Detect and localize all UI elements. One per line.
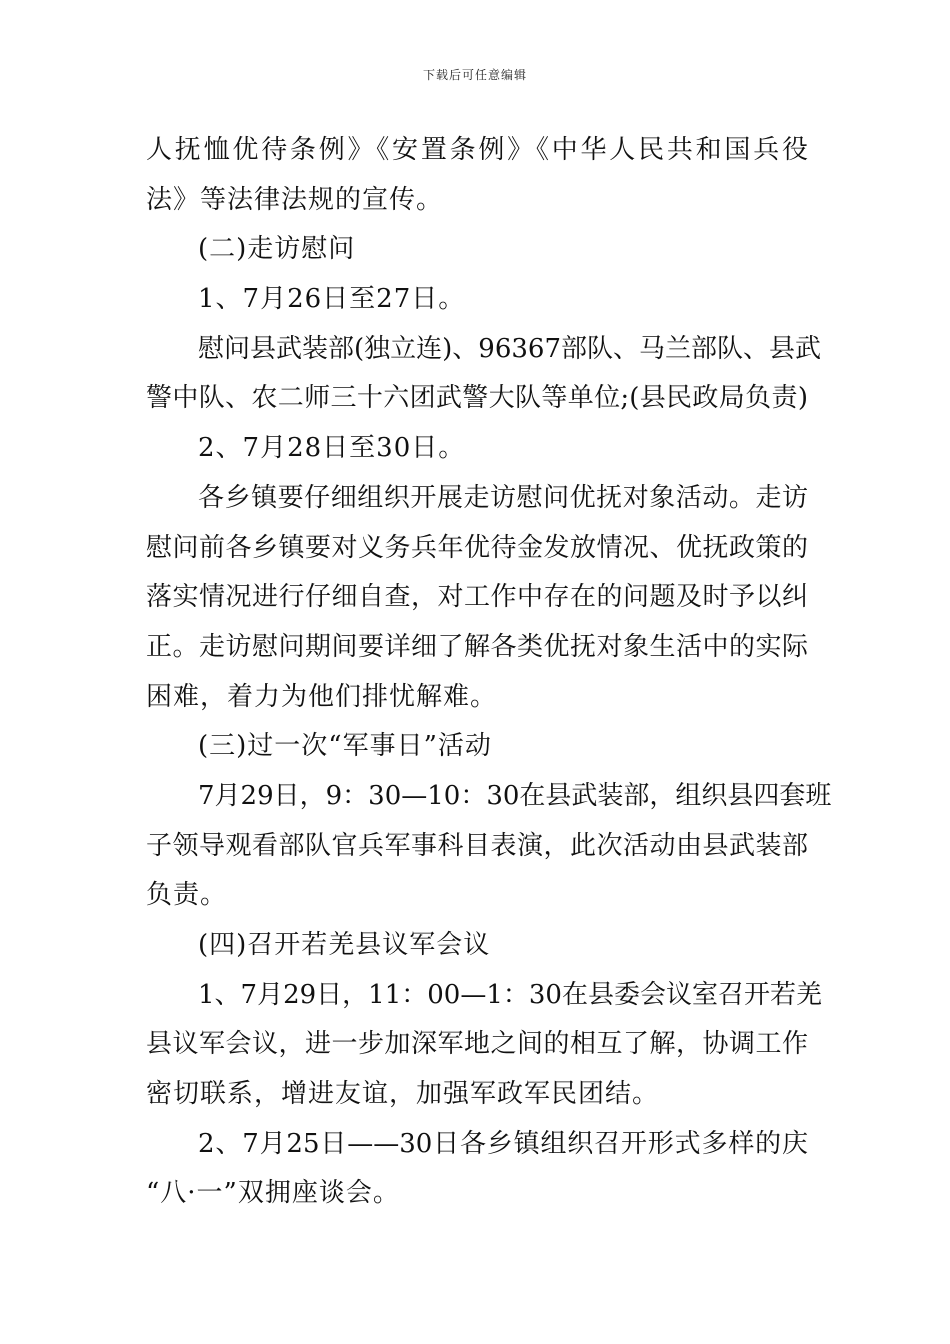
- body-line: 1、7月29日，11：00—1：30在县委会议室召开若羌: [198, 979, 822, 1010]
- list-item-heading: 2、7月28日至30日。: [198, 433, 466, 464]
- body-line: 法》等法律法规的宣传。: [146, 184, 444, 215]
- body-line: 警中队、农二师三十六团武警大队等单位;(县民政局负责): [146, 383, 808, 414]
- body-line: 人抚恤优待条例》《安置条例》《中华人民共和国兵役: [146, 135, 808, 165]
- body-line: 困难，着力为他们排忧解难。: [146, 681, 498, 712]
- body-line: 负责。: [146, 880, 228, 911]
- body-line: 子领导观看部队官兵军事科目表演，此次活动由县武装部: [146, 830, 808, 861]
- body-line: 县议军会议，进一步加深军地之间的相互了解，协调工作: [146, 1029, 808, 1060]
- body-line: 慰问前各乡镇要对义务兵年优待金发放情况、优抚政策的: [146, 532, 808, 563]
- document-body: [146, 126, 832, 1219]
- body-line: 密切联系，增进友谊，加强军政军民团结。: [146, 1079, 660, 1110]
- body-line: “八·一”双拥座谈会。: [146, 1178, 400, 1209]
- body-line: 7月29日，9：30—10：30在县武装部，组织县四套班: [198, 780, 832, 811]
- section-heading: (二)走访慰问: [198, 234, 356, 265]
- body-line: 各乡镇要仔细组织开展走访慰问优抚对象活动。走访: [198, 482, 808, 513]
- body-line: 2、7月25日——30日各乡镇组织召开形式多样的庆: [198, 1128, 808, 1159]
- body-line: 慰问县武装部(独立连)、96367部队、马兰部队、县武: [198, 333, 821, 364]
- list-item-heading: 1、7月26日至27日。: [198, 284, 466, 315]
- body-line: 落实情况进行仔细自查，对工作中存在的问题及时予以纠: [146, 582, 808, 613]
- page-header: 下载后可任意编辑: [422, 68, 527, 82]
- body-line: 正。走访慰问期间要详细了解各类优抚对象生活中的实际: [146, 631, 808, 662]
- section-heading: (四)召开若羌县议军会议: [198, 930, 491, 960]
- section-heading: (三)过一次“军事日”活动: [198, 731, 492, 762]
